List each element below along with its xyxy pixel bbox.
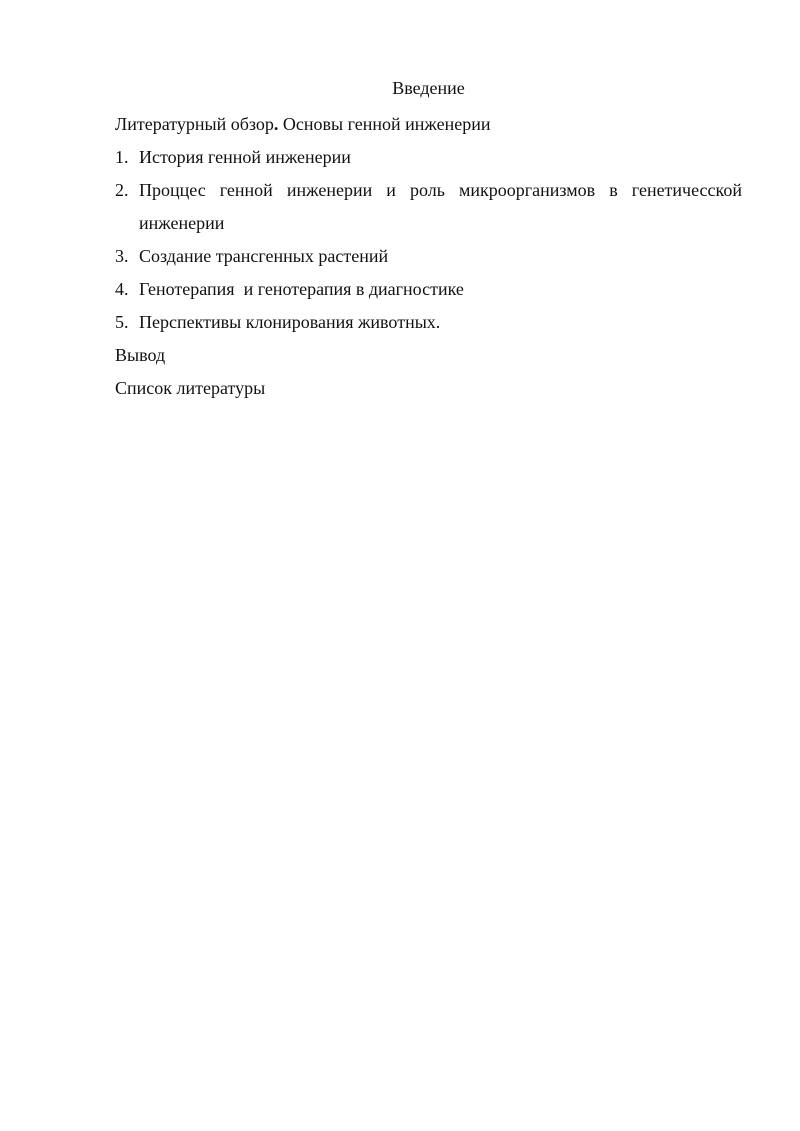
list-item <box>115 306 742 339</box>
list-item-text-line-1: Проццес генной инженерии и роль микроорганизмов в генетичесской <box>139 180 742 200</box>
toc-numbered-list <box>115 141 742 339</box>
list-item-text: Перспективы клонирования животных. <box>139 312 441 332</box>
list-item-number: 3. <box>115 246 129 266</box>
references-line: Список литературы <box>115 378 266 398</box>
list-item <box>115 273 742 306</box>
list-item-text <box>139 174 742 240</box>
conclusion-line: Вывод <box>115 345 166 365</box>
list-item-text: Генотерапия и генотерапия в диагностике <box>139 279 464 299</box>
list-item-number: 1. <box>115 147 129 167</box>
table-of-contents <box>115 75 742 405</box>
overview-subtitle: Основы генной инженерии <box>278 114 491 134</box>
list-item-text: История генной инженерии <box>139 147 351 167</box>
literature-overview-line <box>115 108 742 141</box>
list-item <box>115 174 742 240</box>
list-item-text-line-2: инженерии <box>139 213 225 233</box>
list-item-number: 5. <box>115 312 129 332</box>
list-item-text: Создание трансгенных растений <box>139 246 389 266</box>
list-item-number: 4. <box>115 279 129 299</box>
list-item <box>115 240 742 273</box>
list-item-number: 2. <box>115 180 129 200</box>
overview-label: Литературный обзор <box>115 114 274 134</box>
list-item <box>115 141 742 174</box>
intro-heading: Введение <box>392 78 465 98</box>
overview-dot: . <box>273 114 279 134</box>
